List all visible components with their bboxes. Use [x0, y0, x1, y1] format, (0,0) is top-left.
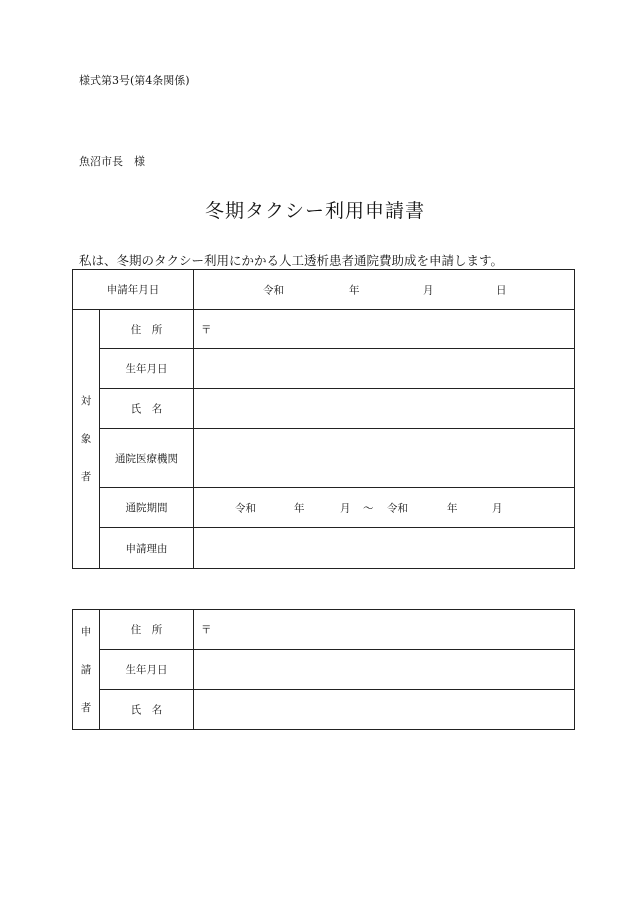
subject-name-label: 氏 名 [100, 389, 194, 429]
subject-birthdate-label: 生年月日 [100, 349, 194, 389]
subject-table [72, 269, 575, 569]
subject-group-char: 象 [80, 433, 92, 445]
applicant-name-row [73, 690, 575, 730]
applicant-address-field[interactable] [194, 610, 575, 650]
applicant-group-char: 申 [80, 625, 92, 638]
subject-reason-field[interactable] [194, 528, 575, 569]
subject-birthdate-row [73, 349, 575, 389]
application-date-year-unit: 年 [349, 284, 360, 296]
period-month-end: 月 [492, 502, 503, 514]
applicant-birthdate-field[interactable] [194, 650, 575, 690]
subject-name-field[interactable] [194, 389, 575, 429]
application-date-field[interactable] [194, 270, 575, 310]
applicant-name-field[interactable] [194, 690, 575, 730]
subject-group-char: 対 [80, 395, 92, 407]
subject-hospital-label: 通院医療機関 [100, 429, 194, 488]
applicant-address-row [73, 610, 575, 650]
period-year-start: 年 [294, 502, 305, 514]
subject-address-row [73, 310, 575, 349]
period-year-end: 年 [447, 502, 458, 514]
applicant-name-label: 氏 名 [100, 690, 194, 730]
application-date-era: 令和 [263, 284, 284, 296]
application-date-row [73, 270, 575, 310]
subject-address-label: 住 所 [100, 310, 194, 349]
applicant-table [72, 609, 575, 730]
subject-period-label: 通院期間 [100, 488, 194, 528]
subject-hospital-row [73, 429, 575, 488]
subject-address-field[interactable] [194, 310, 575, 349]
document-title: 冬期タクシー利用申請書 [204, 200, 425, 222]
period-era-start: 令和 [235, 502, 256, 514]
subject-name-row [73, 389, 575, 429]
applicant-group-char: 請 [80, 663, 92, 676]
period-tilde: ～ [363, 502, 374, 514]
subject-period-row [73, 488, 575, 528]
period-era-end: 令和 [387, 502, 408, 514]
applicant-birthdate-label: 生年月日 [100, 650, 194, 690]
subject-group-char: 者 [80, 471, 92, 483]
application-date-month-unit: 月 [423, 284, 434, 296]
addressee: 魚沼市長 様 [79, 155, 145, 168]
postal-mark: 〒 [201, 624, 212, 636]
form-number: 様式第3号(第4条関係) [79, 74, 190, 87]
period-month-start: 月 [340, 502, 351, 514]
subject-birthdate-field[interactable] [194, 349, 575, 389]
postal-mark: 〒 [201, 323, 212, 336]
subject-period-field[interactable] [194, 488, 575, 528]
intro-text: 私は、冬期のタクシー利用にかかる人工透析患者通院費助成を申請します。 [79, 253, 504, 268]
subject-hospital-field[interactable] [194, 429, 575, 488]
application-date-day-unit: 日 [496, 284, 507, 296]
applicant-group-char: 者 [80, 701, 92, 714]
subject-group-label [73, 310, 100, 569]
applicant-address-label: 住 所 [100, 610, 194, 650]
application-date-label: 申請年月日 [73, 270, 194, 310]
subject-reason-label: 申請理由 [100, 528, 194, 569]
subject-reason-row [73, 528, 575, 569]
applicant-group-label [73, 610, 100, 730]
applicant-birthdate-row [73, 650, 575, 690]
